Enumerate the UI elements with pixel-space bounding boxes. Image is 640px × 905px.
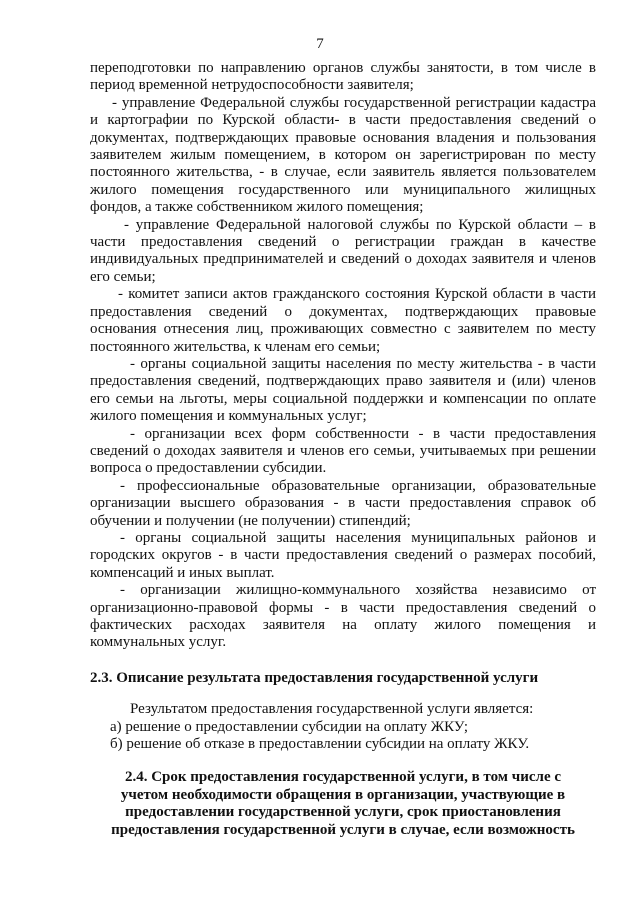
list-item-rosreestr: - управление Федеральной службы государственной регистрации кадастра и картографии по Курской области- в части предоставления сведений о документах, подтверждающих правовые основания владения и пользования заявителем жилым помещением, в котором он зарегистрирован по месту постоянного жительства, - в случае, если заявитель является пользователем жилого помещения государственного или муниципального жилищных фондов, а также собственником жилого помещения;	[90, 94, 596, 216]
result-intro: Результатом предоставления государственной услуги является:	[130, 701, 534, 718]
heading-line: 2.4. Срок предоставления государственной услуги, в том числе с	[124, 769, 562, 786]
page-content	[90, 60, 596, 839]
list-item-social-protection: - органы социальной защиты населения по месту жительства - в части предоставления сведений, подтверждающих право заявителя и (или) членов его семьи на льготы, меры социальной поддержки и компенсации по оплате жилого помещения и коммунальных услуг;	[90, 355, 596, 425]
heading-line: учетом необходимости обращения в организации, участвующие в	[120, 786, 566, 803]
list-item-tax-service: - управление Федеральной налоговой службы по Курской области – в части предоставления сведений о регистрации граждан в качестве индивидуальных предпринимателей и сведений о доходах заявителя и членов его семьи;	[90, 216, 596, 285]
result-list	[110, 701, 596, 753]
page-number: 7	[316, 36, 324, 52]
result-item-b: б) решение об отказе в предоставлении субсидии на оплату ЖКУ.	[110, 736, 530, 753]
list-item-registry-office: - комитет записи актов гражданского состояния Курской области в части предоставления сведений о документах, подтверждающих правовые основания отнесения лиц, проживающих совместно с заявителем по месту постоянного жительства, к членам его семьи;	[90, 286, 596, 355]
heading-line: предоставления государственной услуги в случае, если возможность	[111, 821, 575, 838]
heading-line: предоставлении государственной услуги, срок приостановления	[125, 804, 561, 821]
list-item-housing-utilities: - организации жилищно-коммунального хозяйства независимо от организационно-правовой формы - в части предоставления сведений о фактических расходах заявителя на оплату жилого помещения и коммунальных услуг.	[90, 582, 596, 651]
section-heading-2-4	[90, 769, 596, 839]
list-item-educational: - профессиональные образовательные организации, образовательные организации высшего образования - в части предоставления справок об обучении и получении (не получении) стипендий;	[90, 477, 596, 529]
list-item-social-protection-districts: - органы социальной защиты населения муниципальных районов и городских округов - в части предоставления сведений о размерах пособий, компенсаций и иных выплат.	[90, 529, 596, 581]
section-heading-2-3: 2.3. Описание результата предоставления государственной услуги	[90, 669, 539, 686]
list-item-organizations: - организации всех форм собственности - в части предоставления сведений о доходах заявителя и членов его семьи, учитываемых при решении вопроса о предоставлении субсидии.	[90, 425, 596, 477]
result-item-a: а) решение о предоставлении субсидии на оплату ЖКУ;	[110, 718, 469, 735]
paragraph-continuation: переподготовки по направлению органов службы занятости, в том числе в период временной нетрудоспособности заявителя;	[90, 60, 596, 94]
